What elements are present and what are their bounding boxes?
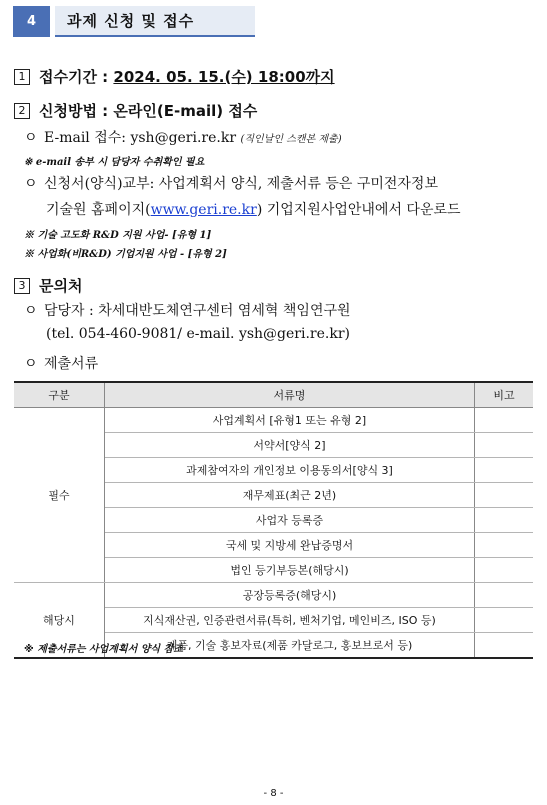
table-row — [14, 583, 533, 608]
contact-heading — [14, 275, 82, 296]
documents-table — [14, 381, 533, 659]
form-bullet-line — [24, 173, 438, 193]
table-header-row — [14, 382, 533, 408]
remark-cell — [475, 533, 534, 558]
document-cell: 사업자 등록증 — [105, 508, 475, 533]
remark-cell — [475, 408, 534, 433]
email-line: E-mail 접수: ysh@geri.re.kr — [44, 130, 237, 146]
section-number: 4 — [13, 6, 50, 37]
form-line2-prefix: 기술원 홈페이지( — [46, 202, 151, 218]
method-number: 2 — [14, 103, 30, 119]
email-suffix: (직인날인 스캔본 제출) — [240, 134, 342, 145]
document-cell: 법인 등기부등본(해당시) — [105, 558, 475, 583]
section-title: 과제 신청 및 접수 — [55, 6, 255, 37]
period-heading — [14, 66, 335, 87]
docs-bullet-line — [24, 353, 98, 373]
bullet-mark: ㅇ — [24, 176, 38, 192]
period-number: 1 — [14, 69, 30, 85]
remark-cell — [475, 558, 534, 583]
footer-note: ※ 제출서류는 사업계획서 양식 참조 — [24, 644, 183, 655]
remark-cell — [475, 433, 534, 458]
category-required: 필수 — [14, 408, 105, 583]
email-note: ※ e-mail 송부 시 담당자 수취확인 필요 — [24, 157, 205, 168]
header-remark: 비고 — [475, 382, 534, 408]
email-bullet-line — [24, 127, 342, 147]
note-type2: ※ 사업화(비R&D) 기업지원 사업 - [유형 2] — [24, 249, 227, 260]
bullet-mark: ㅇ — [24, 303, 38, 319]
header-document: 서류명 — [105, 382, 475, 408]
document-cell: 서약서[양식 2] — [105, 433, 475, 458]
page-number: - 8 - — [263, 788, 284, 799]
note-type1: ※ 기술 고도화 R&D 지원 사업- [유형 1] — [24, 230, 212, 241]
remark-cell — [475, 508, 534, 533]
header-category: 구분 — [14, 382, 105, 408]
contact-person: 담당자 : 차세대반도체연구센터 염세혁 책임연구원 — [44, 303, 351, 319]
bullet-mark: ㅇ — [24, 356, 38, 372]
docs-label: 제출서류 — [44, 356, 99, 372]
homepage-link[interactable]: www.geri.re.kr — [150, 202, 257, 218]
method-heading — [14, 100, 257, 121]
remark-cell — [475, 483, 534, 508]
remark-cell — [475, 583, 534, 608]
period-label: 접수기간 : — [39, 68, 109, 86]
document-cell: 사업계획서 [유형1 또는 유형 2] — [105, 408, 475, 433]
remark-cell — [475, 633, 534, 659]
document-cell: 제품, 기술 홍보자료(제품 카달로그, 홍보브로서 등) — [105, 633, 475, 659]
document-cell: 재무제표(최근 2년) — [105, 483, 475, 508]
category-optional: 해당시 — [14, 583, 105, 659]
contact-phone: (tel. 054-460-9081/ e-mail. ysh@geri.re.kr) — [46, 326, 350, 342]
form-line: 신청서(양식)교부: 사업계획서 양식, 제출서류 등은 구미전자정보 — [44, 176, 438, 192]
bullet-mark: ㅇ — [24, 130, 38, 146]
form-line-2 — [46, 199, 461, 219]
document-cell: 국세 및 지방세 완납증명서 — [105, 533, 475, 558]
document-cell: 과제참여자의 개인정보 이용동의서[양식 3] — [105, 458, 475, 483]
section-header — [13, 6, 255, 37]
remark-cell — [475, 608, 534, 633]
period-value: 2024. 05. 15.(수) 18:00까지 — [113, 68, 335, 86]
document-cell: 공장등록증(해당시) — [105, 583, 475, 608]
form-line2-suffix: ) 기업지원사업안내에서 다운로드 — [256, 202, 461, 218]
method-label: 신청방법 : 온라인(E-mail) 접수 — [39, 102, 258, 120]
contact-label: 문의처 — [39, 277, 83, 295]
document-cell: 지식재산권, 인증관련서류(특허, 벤처기업, 메인비즈, ISO 등) — [105, 608, 475, 633]
remark-cell — [475, 458, 534, 483]
contact-person-line — [24, 300, 351, 320]
contact-number: 3 — [14, 278, 30, 294]
table-row — [14, 408, 533, 433]
